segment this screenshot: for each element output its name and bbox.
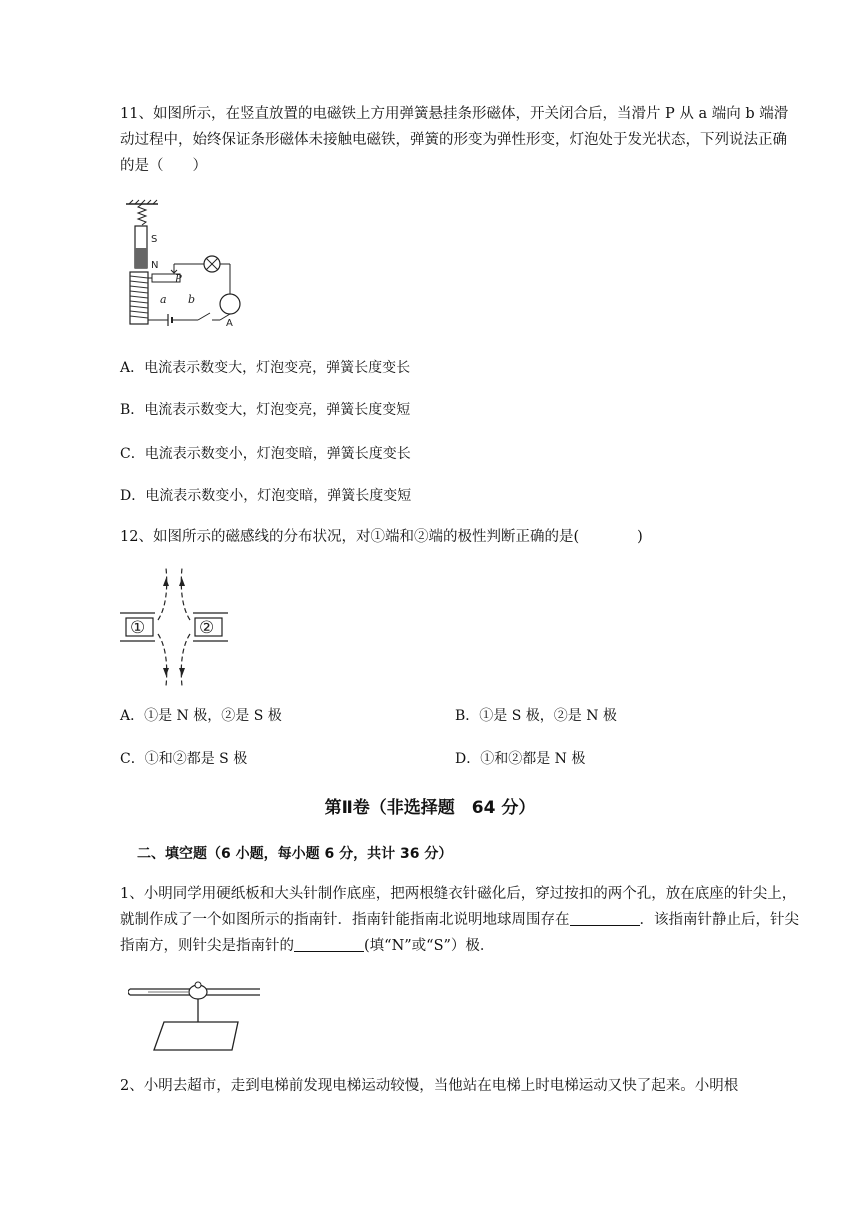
q12-option-a: A．①是 N 极，②是 S 极 <box>120 708 282 724</box>
compass-needle-figure <box>128 978 268 1058</box>
fill-in-question-2: 2、小明去超市，走到电梯前发现电梯运动较慢，当他站在电梯上时电梯运动又快了起来。小明根 <box>120 1078 739 1094</box>
q11-option-d: D．电流表示数变小，灯泡变暗，弹簧长度变短 <box>120 488 412 504</box>
electromagnet-circuit-figure <box>118 198 258 330</box>
fill-in-1-text-a: 1、小明同学用硬纸板和大头针制作底座，把两根缝衣针磁化后，穿过按扣的两个孔，放在底座的针尖上，就制作成了一个如图所示的指南针．指南针能指南北说明地球周围存在 <box>120 886 797 928</box>
q11-option-a: A．电流表示数变大，灯泡变亮，弹簧长度变长 <box>120 360 411 376</box>
s-pole-label: S <box>151 234 158 245</box>
end-a-label: a <box>160 293 167 306</box>
fill-in-1-text-b: ．该指南针静止后，针尖指南方，则针尖是指南针的 <box>120 912 799 954</box>
n-pole-label: N <box>151 260 159 271</box>
end-2-label: ② <box>199 618 215 638</box>
part-2-title: 第Ⅱ卷（非选择题 64 分） <box>324 798 536 818</box>
q11-option-c: C．电流表示数变小，灯泡变暗，弹簧长度变长 <box>120 446 411 462</box>
question-12-stem: 12、如图所示的磁感线的分布状况，对①端和②端的极性判断正确的是( ) <box>120 529 643 545</box>
q12-option-b: B．①是 S 极，②是 N 极 <box>455 708 617 724</box>
magnetic-field-lines-figure <box>120 568 228 686</box>
fill-in-1-text-c: (填“N”或“S”）极． <box>364 938 495 954</box>
answer-blank-2[interactable] <box>294 936 364 952</box>
slider-p-label: P <box>175 274 182 285</box>
q12-option-c: C．①和②都是 S 极 <box>120 751 248 767</box>
q12-option-d: D．①和②都是 N 极 <box>455 751 586 767</box>
end-b-label: b <box>188 293 196 306</box>
q11-option-b: B．电流表示数变大，灯泡变亮，弹簧长度变短 <box>120 402 411 418</box>
fill-in-question-1 <box>120 881 800 959</box>
answer-blank-1[interactable] <box>570 910 640 926</box>
end-1-label: ① <box>130 618 146 638</box>
section-fill-in-heading: 二、填空题（6 小题，每小题 6 分，共计 36 分） <box>137 846 453 862</box>
ammeter-label: A <box>226 318 233 329</box>
question-11-stem: 11、如图所示，在竖直放置的电磁铁上方用弹簧悬挂条形磁体，开关闭合后，当滑片 P 从 a 端向 b 端滑动过程中，始终保证条形磁体未接触电磁铁，弹簧的形变为弹性形变，灯泡处于发光状态，下列说法正确的是（ ） <box>120 106 789 174</box>
